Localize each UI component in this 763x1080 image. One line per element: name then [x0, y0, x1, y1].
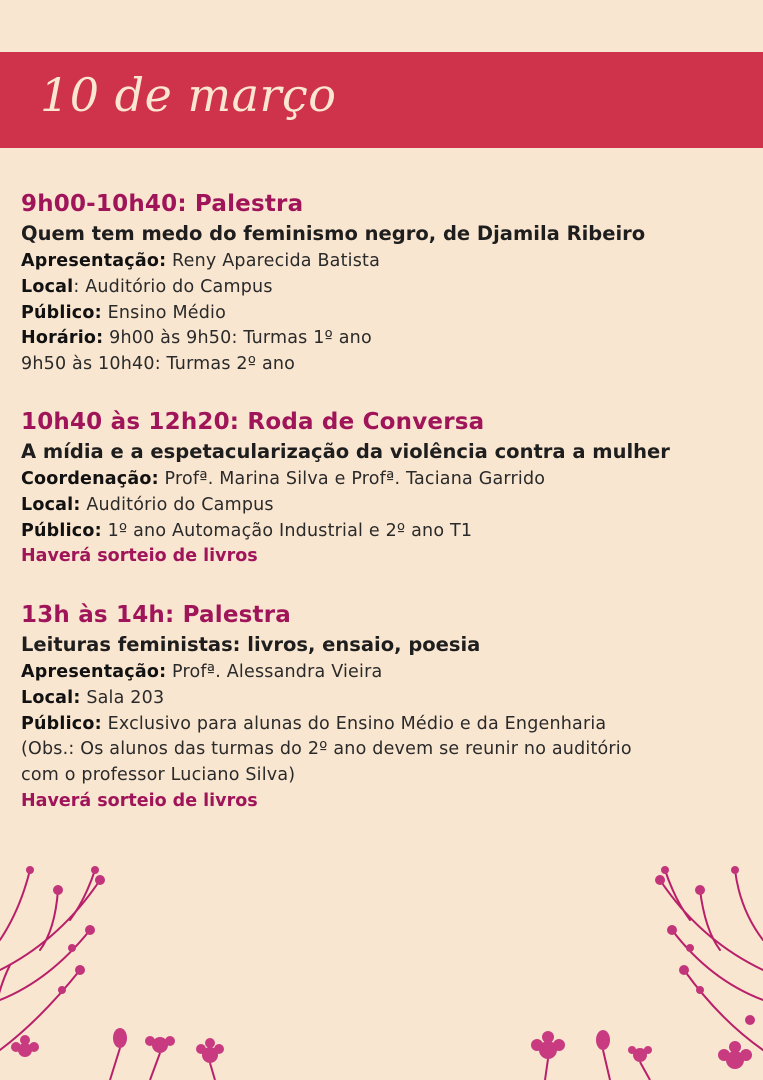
- detail-label: Público:: [21, 520, 102, 541]
- detail-value: Sala 203: [80, 687, 165, 708]
- detail-label: Horário:: [21, 328, 104, 349]
- detail-value: 9h50 às 10h40: Turmas 2º ano: [21, 354, 296, 375]
- event-detail-line: [21, 493, 751, 519]
- page-title: 10 de março: [40, 68, 337, 122]
- raffle-note: Haverá sorteio de livros: [21, 790, 258, 811]
- event-subtitle: Quem tem medo do feminismo negro, de Djamila Ribeiro: [21, 222, 646, 245]
- event-subtitle: Leituras feministas: livros, ensaio, poesia: [21, 633, 481, 656]
- detail-value: com o professor Luciano Silva): [21, 765, 296, 786]
- detail-label: Apresentação:: [21, 251, 167, 271]
- event-title: 9h00-10h40: Palestra: [21, 191, 304, 217]
- detail-value: Reny Aparecida Batista: [166, 251, 381, 271]
- event-title: 13h às 14h: Palestra: [21, 602, 291, 628]
- detail-label: Público:: [21, 302, 102, 323]
- event-detail-line: [21, 686, 751, 712]
- detail-value: : Auditório do Campus: [73, 276, 273, 297]
- date-banner: [0, 52, 763, 148]
- event-detail-line: [21, 301, 751, 327]
- event-detail-line: [21, 467, 751, 493]
- detail-label: Público:: [21, 713, 102, 734]
- event-detail-line: [21, 326, 751, 352]
- detail-label: Apresentação:: [21, 662, 167, 682]
- detail-label: Local:: [21, 494, 81, 515]
- event-detail-line: [21, 352, 751, 378]
- detail-label: Coordenação:: [21, 469, 159, 489]
- detail-value: Exclusivo para alunas do Ensino Médio e da Engenharia: [101, 713, 607, 734]
- event-detail-line: [21, 249, 751, 275]
- event-detail-line: [21, 737, 751, 763]
- detail-value: 1º ano Automação Industrial e 2º ano T1: [101, 520, 473, 541]
- event-detail-line: [21, 275, 751, 301]
- detail-value: (Obs.: Os alunos das turmas do 2º ano devem se reunir no auditório: [21, 739, 632, 760]
- detail-label: Local:: [21, 687, 81, 708]
- detail-value: Ensino Médio: [101, 302, 227, 323]
- detail-value: Profª. Alessandra Vieira: [166, 662, 383, 682]
- event-block: [21, 600, 751, 815]
- detail-value: Auditório do Campus: [80, 494, 274, 515]
- event-detail-line: [21, 660, 751, 686]
- event-detail-line: [21, 519, 751, 545]
- event-subtitle: A mídia e a espetacularização da violência contra a mulher: [21, 440, 670, 463]
- floral-branch-icon: [0, 850, 763, 1080]
- event-detail-line: [21, 712, 751, 738]
- event-block: [21, 189, 751, 378]
- event-block: [21, 407, 751, 570]
- detail-value: 9h00 às 9h50: Turmas 1º ano: [103, 328, 372, 349]
- detail-value: Profª. Marina Silva e Profª. Taciana Garrido: [158, 469, 546, 489]
- raffle-note: Haverá sorteio de livros: [21, 546, 258, 567]
- event-detail-line: [21, 763, 751, 789]
- detail-label: Local: [21, 276, 74, 297]
- event-title: 10h40 às 12h20: Roda de Conversa: [21, 409, 485, 435]
